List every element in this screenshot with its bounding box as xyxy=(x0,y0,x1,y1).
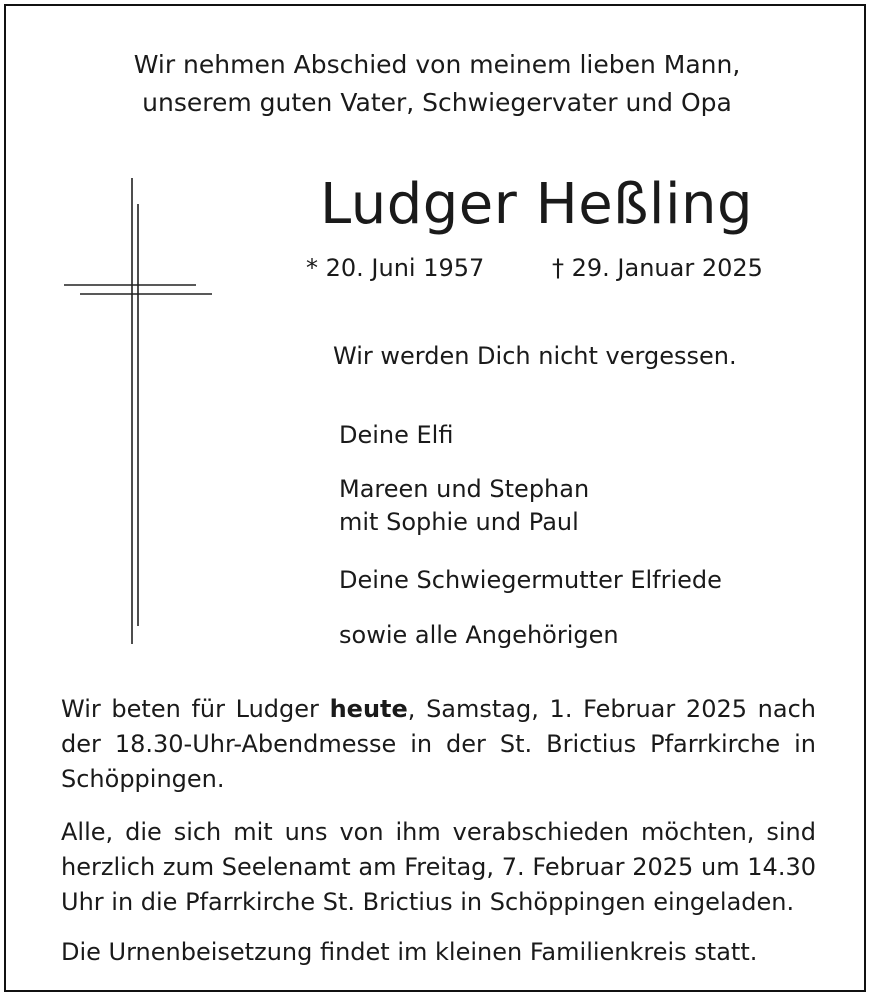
cross-icon xyxy=(58,174,218,644)
birth-date: * 20. Juni 1957 xyxy=(306,254,485,282)
prayer-text-bold: heute xyxy=(329,695,408,723)
signatory-relatives: sowie alle Angehörigen xyxy=(339,621,619,649)
prayer-text-start: Wir beten für Ludger xyxy=(61,695,330,723)
intro-line-1: Wir nehmen Abschied von meinem lieben Mann, xyxy=(133,50,741,79)
intro-line-2: unserem guten Vater, Schwiegervater und Opa xyxy=(142,88,732,117)
signatory-children xyxy=(339,473,589,539)
signatory-children-line-2: mit Sophie und Paul xyxy=(339,508,579,536)
motto: Wir werden Dich nicht vergessen. xyxy=(333,342,737,370)
burial-announcement: Die Urnenbeisetzung findet im kleinen Familienkreis statt. xyxy=(61,938,758,966)
obituary-notice xyxy=(4,4,866,992)
deceased-name: Ludger Heßling xyxy=(320,172,754,237)
prayer-text-end: , Samstag, 1. Februar 2025 nach der 18.30-Uhr-Abendmesse in der St. Brictius Pfarrkirche in Schöppingen. xyxy=(61,695,816,793)
prayer-announcement xyxy=(61,692,816,797)
signatory-children-line-1: Mareen und Stephan xyxy=(339,475,590,503)
signatory-mother-in-law: Deine Schwiegermutter Elfriede xyxy=(339,566,722,594)
requiem-announcement: Alle, die sich mit uns von ihm verabschieden möchten, sind herzlich zum Seelenamt am Freitag, 7. Februar 2025 um 14.30 Uhr in die Pfarrkirche St. Brictius in Schöppingen eingeladen. xyxy=(61,818,816,916)
signatory-wife: Deine Elfi xyxy=(339,421,454,449)
intro-text xyxy=(6,46,868,122)
death-date: † 29. Januar 2025 xyxy=(552,254,763,282)
